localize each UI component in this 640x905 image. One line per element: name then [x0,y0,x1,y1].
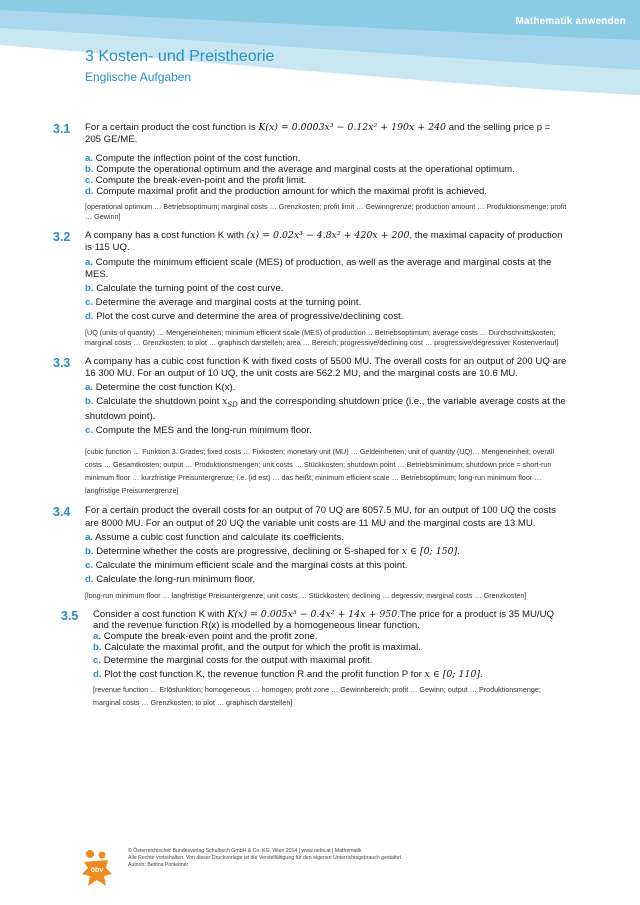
task-number: 3.5 [61,609,79,624]
task-number: 3.4 [53,505,71,520]
chapter-subtitle: Englische Aufgaben [85,70,192,84]
task-number: 3.2 [53,229,71,244]
task-item: c. Determine the marginal costs for the output with maximal profit. [93,655,373,667]
vocabulary-note: [UQ (units of quantity) … Mengeneinheiten; minimum efficient scale (MES) of production… Betriebsoptimum; average costs … Durchschnittskosten; marginal costs … Grenzkosten; to plot … graphisch darstellen; area … Bereich; progressive/declining cost … progressive/degressiver Kostenverlauf] [85,327,559,347]
chapter-title: 3 Kosten- und Preistheorie [85,48,275,65]
task-item: c. Calculate the minimum efficient scale and the marginal costs at this point. [85,560,408,572]
task-item: b. Calculate the maximal profit, and the output for which the profit is maximal. [93,642,421,654]
task-item: b. Compute the operational optimum and the average and marginal costs at the operational optimum. [85,163,515,175]
vocabulary-note: [operational optimum … Betriebsoptimum; marginal costs … Grenzkosten; profit limit … Gewinngrenze; production amount … Produktionsmenge; profit … Gewinn] [85,201,567,221]
task-item: a. Assume a cubic cost function and calculate its coefficients. [85,532,345,544]
task-number: 3.3 [53,355,71,370]
task-intro: A company has a cost function K with (x) = 0.02x³ − 4.8x² + 420x + 200, the maximal capacity of production is 115 UQ. [85,229,563,254]
task-item: d. Plot the cost function K, the revenue function R and the profit function P for x ∈ [0; 110]. [93,669,483,681]
logo-text: öbv [90,867,104,874]
task-item: a. Compute the inflection point of the cost function. [85,152,301,164]
task-3-3 [53,356,568,498]
task-item: c. Compute the MES and the long-run minimum floor. [85,425,312,437]
task-item: c. Compute the break-even-point and the profit limit. [85,174,307,186]
footer-rights: Alle Rechte vorbehalten. Von dieser Druckvorlage ist die Vervielfältigung für den eigenen Unterrichtsgebrauch gestattet. [128,855,403,862]
publisher-logo [78,848,116,888]
task-intro: For a certain product the overall costs for an output of 70 UQ are 6057.5 MU, for an output of 100 UQ the costs are 8000 MU. For an output of 20 UQ the variable unit costs are 11 MU and the marginal costs are 13 MU. [85,505,556,529]
task-item: a. Determine the cost function K(x). [85,382,236,394]
task-intro: For a certain product the cost function is K(x) = 0.0003x³ − 0.12x² + 190x + 240 and the selling price p = 205 GE/ME. [85,122,551,146]
task-3-4 [53,505,568,601]
task-list [53,122,568,717]
task-intro: A company has a cubic cost function K with fixed costs of 5500 MU. The overall costs for an output of 200 UQ are 16 300 MU. For an output of 10 UQ, the unit costs are 562.2 MU, and the marginal costs are 10.6 MU. [85,355,567,380]
task-number: 3.1 [53,122,71,136]
footer-author: Autorin: Bettina Ponleitner [128,862,189,869]
task-intro: Consider a cost function K with K(x) = 0.005x³ − 0.4x² + 14x + 950.The price for a product is 35 MU/UQ and the revenue function R(x) is modelled by a homogeneous linear function. [93,609,554,632]
vocabulary-note: [cubic function … Funktion 3. Grades; fixed costs … Fixkosten; monetary unit (MU) … Geldeinheiten; unit of quantity (UQ)… Mengeneinheit; overall costs … Gesamtkosten; output … Produktionsmengen; unit costs … Stückkosten; shutdown point … Betriebsminimum; shutdown price = short-run minimum floor … kurzfristige Preisuntergrenze; i.e. (id est) … das heißt; minimum efficient scale … Betriebsoptimum; long-run minimum floor … langfristige Preisuntergrenze] [85,447,554,496]
task-item: a. Compute the break-even point and the profit zone. [93,631,318,643]
task-3-5 [61,609,568,709]
task-item: b. Calculate the shutdown point $x_{SD}$ and the corresponding shutdown price (i.e., the variable average costs at the shutdown point). [85,396,566,423]
task-item: d. Calculate the long-run minimum floor. [85,574,256,586]
footer-copyright: © Österreichischer Bundesverlag Schulbuch GmbH & Co. KG, Wien 2014 | www.oebv.at | Mathematik [128,848,362,854]
task-item: b. Determine whether the costs are progressive, declining or S-shaped for x ∈ [0; 150]. [85,546,460,558]
vocabulary-note: [long-run minimum floor … langfristige Preisuntergrenze; unit costs … Stückkosten; declining … degressiv; marginal costs … Grenzkosten] [85,591,527,601]
footer [128,848,403,870]
vocabulary-note: [revenue function … Erlösfunktion; homogeneous … homogen; profit zone … Gewinnbereich; profit … Gewinn; output … Produktionsmenge; marginal costs … Grenzkosten; to plot … graphisch darstellen] [93,685,541,708]
task-item: d. Plot the cost curve and determine the area of progressive/declining cost. [85,310,404,322]
task-item: d. Compute maximal profit and the production amount for which the maximal profit is achieved. [85,185,488,197]
task-3-2 [53,230,568,348]
header-tag: Mathematik anwenden [515,16,626,27]
task-3-1 [53,122,568,222]
task-item: c. Determine the average and marginal costs at the turning point. [85,296,362,308]
task-item: b. Calculate the turning point of the cost curve. [85,282,284,294]
task-item: a. Compute the minimum efficient scale (MES) of production, as well as the average and marginal costs at the MES. [85,256,552,280]
